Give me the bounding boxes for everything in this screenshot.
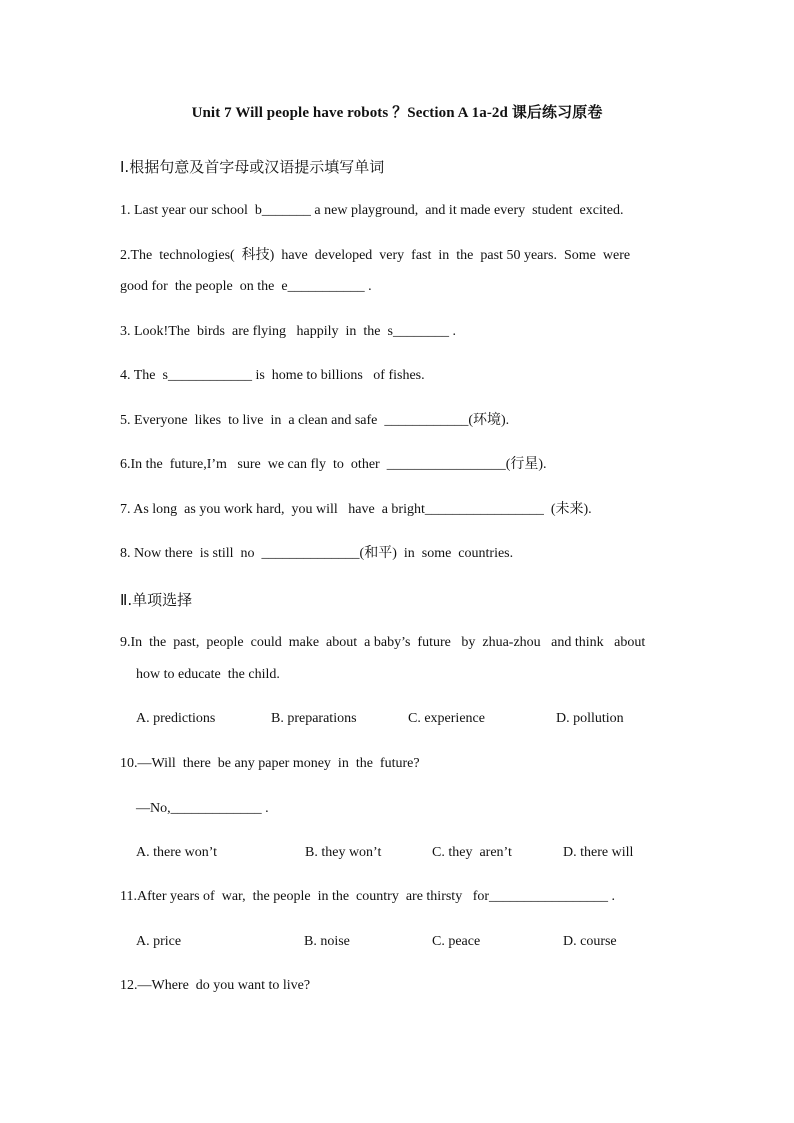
question-8: 8. Now there is still no ______________(和平) in some countries. <box>120 546 514 561</box>
question-12: 12.—Where do you want to live? <box>120 978 311 993</box>
question-2-line-2: good for the people on the e___________ . <box>120 279 372 294</box>
question-10-line-1: 10.—Will there be any paper money in the future? <box>120 756 420 771</box>
question-11-option-a: A. price <box>136 934 182 949</box>
question-3: 3. Look!The birds are flying happily in the s________ . <box>120 324 456 339</box>
question-7: 7. As long as you work hard, you will have a bright_________________ (未来). <box>120 502 592 517</box>
question-4: 4. The s____________ is home to billions of fishes. <box>120 368 425 383</box>
page-title: Unit 7 Will people have robots ？Section A 1a-2d 课后练习原卷 <box>191 105 603 121</box>
question-11-option-c: C. peace <box>432 934 481 949</box>
section-heading-fill-in: Ⅰ.根据句意及首字母或汉语提示填写单词 <box>120 158 385 176</box>
question-2-line-1: 2.The technologies( 科技) have developed very fast in the past 50 years. Some were <box>120 248 631 263</box>
question-10-line-2: —No,_____________ . <box>136 801 269 816</box>
question-9-option-c: C. experience <box>408 711 485 726</box>
question-9-option-d: D. pollution <box>556 711 624 726</box>
question-9-option-b: B. preparations <box>271 711 357 726</box>
question-5: 5. Everyone likes to live in a clean and safe ____________(环境). <box>120 413 510 428</box>
question-10-option-b: B. they won’t <box>305 845 382 860</box>
question-6: 6.In the future,I’m sure we can fly to other _________________(行星). <box>120 457 547 472</box>
question-10-option-d: D. there will <box>563 845 634 860</box>
section-heading-multiple-choice: Ⅱ.单项选择 <box>120 591 193 609</box>
question-9-line-1: 9.In the past, people could make about a baby’s future by zhua-zhou and think about <box>120 635 646 650</box>
question-9-line-2: how to educate the child. <box>136 667 280 682</box>
question-10-option-c: C. they aren’t <box>432 845 512 860</box>
question-11-option-d: D. course <box>563 934 617 949</box>
question-1: 1. Last year our school b_______ a new playground, and it made every student excited. <box>120 203 624 218</box>
question-11-option-b: B. noise <box>304 934 350 949</box>
question-10-option-a: A. there won’t <box>136 845 217 860</box>
question-9-option-a: A. predictions <box>136 711 216 726</box>
question-11: 11.After years of war, the people in the country are thirsty for_________________ . <box>120 889 616 904</box>
